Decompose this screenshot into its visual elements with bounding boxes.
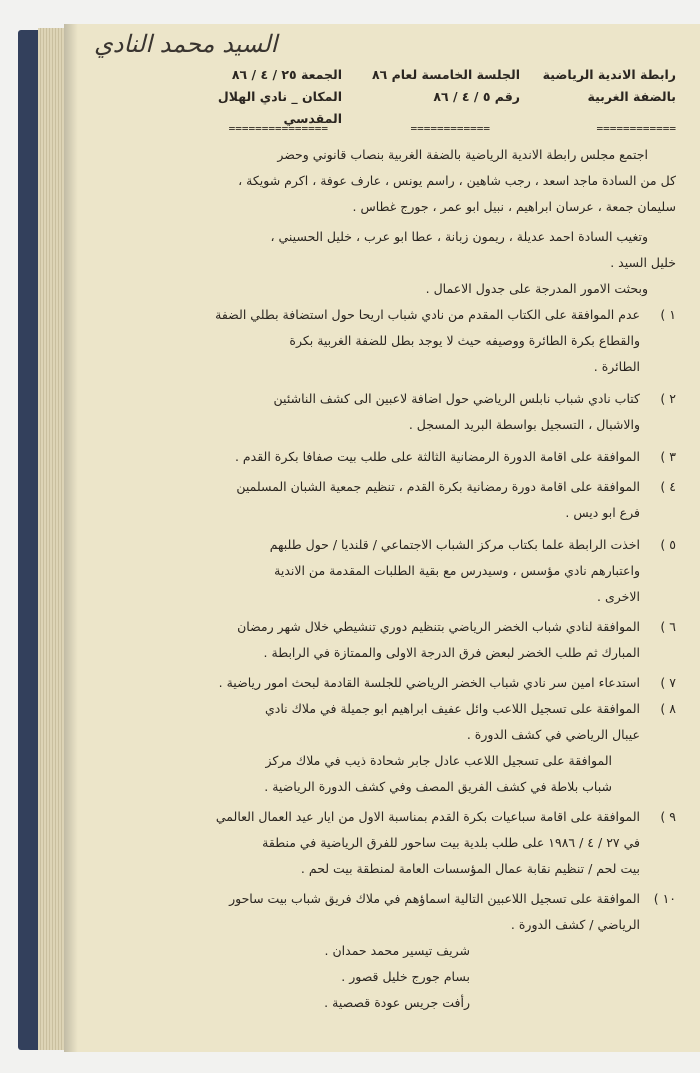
item-line: واعتبارهم نادي مؤسس ، وسيدرس مع بقية الطلبات المقدمة من الاندية [274,563,640,578]
player-name: رأفت جريس عودة قصصية . [324,995,470,1010]
item-number: ١ ) [660,307,676,322]
organization-name [543,64,676,108]
document-page [64,24,700,1052]
item-line: الموافقة على تسجيل اللاعبين التالية اسماؤهم في ملاك فريق شباب بيت ساحور [229,891,640,906]
item-number: ٩ ) [660,809,676,824]
absence-line-2: خليل السيد . [610,255,676,270]
item-line: اخذت الرابطة علما بكتاب مركز الشباب الاجتماعي / قلنديا / حول طلبهم [269,537,640,552]
item-line: فرع ابو ديس . [565,505,640,520]
item-sub-line: شباب بلاطة في كشف الفريق المصف وفي كشف الدورة الرياضية . [264,779,612,794]
item-line: الموافقة على تسجيل اللاعب وائل عفيف ابراهيم ابو جميلة في ملاك نادي [265,701,640,716]
item-line: بيت لحم / تنظيم نقابة عمال المؤسسات العامة لمنطقة بيت لحم . [300,861,640,876]
item-number: ٣ ) [660,449,676,464]
page-edges [38,28,64,1050]
item-number: ٢ ) [660,391,676,406]
item-line: في ٢٧ / ٤ / ١٩٨٦ على طلب بلدية بيت ساحور للفرق الرياضية في منطقة [262,835,640,850]
item-number: ٧ ) [660,675,676,690]
agenda-item-1 [96,302,676,380]
org-line-2: بالضفة الغربية [587,89,676,104]
agenda-item-7 [96,670,676,696]
item-line: عيبال الرياضي في كشف الدورة . [466,727,640,742]
date-place [218,64,342,130]
item-line: الموافقة على اقامة الدورة الرمضانية الثالثة على طلب بيت صفافا بكرة القدم . [234,449,640,464]
separator-middle: ============ [410,122,490,135]
item-line: استدعاء امين سر نادي شباب الخضر الرياضي للجلسة القادمة لبحث امور رياضية . [218,675,640,690]
agenda-intro: وبحثت الامور المدرجة على جدول الاعمال . [425,281,648,296]
attendance-line-2: كل من السادة ماجد اسعد ، رجب شاهين ، راسم يونس ، عارف عوفة ، اكرم شويكة ، [238,173,676,188]
attendance-line-1: اجتمع مجلس رابطة الاندية الرياضية بالضفة الغربية بنصاب قانوني وحضر [277,147,648,162]
handwritten-note: السيد محمد النادي [94,30,278,58]
org-line-1: رابطة الاندية الرياضية [542,67,676,82]
player-name: بسام جورج خليل قصور . [341,969,470,984]
place-line-2: المقدسي [283,111,342,126]
agenda-item-10 [96,886,676,1016]
session-info [372,64,520,108]
item-line: الموافقة على اقامة سباعيات بكرة القدم بمناسبة الاول من ايار عيد العمال العالمي [215,809,640,824]
agenda-item-3 [96,444,676,470]
item-line: والاشبال ، التسجيل بواسطة البريد المسجل . [408,417,640,432]
agenda-item-5 [96,532,676,610]
item-line: الطائرة . [593,359,640,374]
player-name: شريف تيسير محمد حمدان . [324,943,470,958]
agenda-item-2 [96,386,676,438]
item-number: ٦ ) [660,619,676,634]
absence-line-1: وتغيب السادة احمد عديلة ، ريمون زبانة ، عطا ابو عرب ، خليل الحسيني ، [270,229,648,244]
item-number: ٨ ) [660,701,676,716]
session-number: رقم ٥ / ٤ / ٨٦ [433,89,520,104]
date-line: الجمعة ٢٥ / ٤ / ٨٦ [231,67,342,82]
book-spine [18,30,38,1050]
item-line: الموافقة لنادي شباب الخضر الرياضي بتنظيم دوري تنشيطي خلال شهر رمضان [237,619,640,634]
item-line: عدم الموافقة على الكتاب المقدم من نادي شباب اريحا حول استضافة بطلي الضفة [215,307,640,322]
item-line: كتاب نادي شباب نابلس الرياضي حول اضافة لاعبين الى كشف الناشئين [273,391,640,406]
agenda-item-4 [96,474,676,526]
item-line: والقطاع بكرة الطائرة ووصيفه حيث لا يوجد بطل للضفة الغربية بكرة [289,333,640,348]
agenda-item-6 [96,614,676,666]
attendance-line-3: سليمان جمعة ، عرسان ابراهيم ، نبيل ابو عمر ، جورج غطاس . [352,199,676,214]
gutter-shadow [64,24,78,1052]
item-line: الاخرى . [597,589,640,604]
agenda-item-8 [96,696,676,800]
separator-left: =============== [228,122,328,135]
separator-right: ============ [596,122,676,135]
item-number: ٥ ) [660,537,676,552]
place-line-1: المكان _ نادي الهلال [217,89,342,104]
item-line: الرياضي / كشف الدورة . [510,917,640,932]
item-number: ١٠ ) [653,891,676,906]
agenda-item-9 [96,804,676,882]
item-number: ٤ ) [660,479,676,494]
item-line: المبارك ثم طلب الخضر لبعض فرق الدرجة الاولى والممتازة في الرابطة . [263,645,640,660]
session-title: الجلسة الخامسة لعام ٨٦ [371,67,520,82]
item-sub-line: الموافقة على تسجيل اللاعب عادل جابر شحادة ذيب في ملاك مركز [265,753,612,768]
minutes-body [96,142,676,1016]
item-line: الموافقة على اقامة دورة رمضانية بكرة القدم ، تنظيم جمعية الشبان المسلمين [236,479,640,494]
